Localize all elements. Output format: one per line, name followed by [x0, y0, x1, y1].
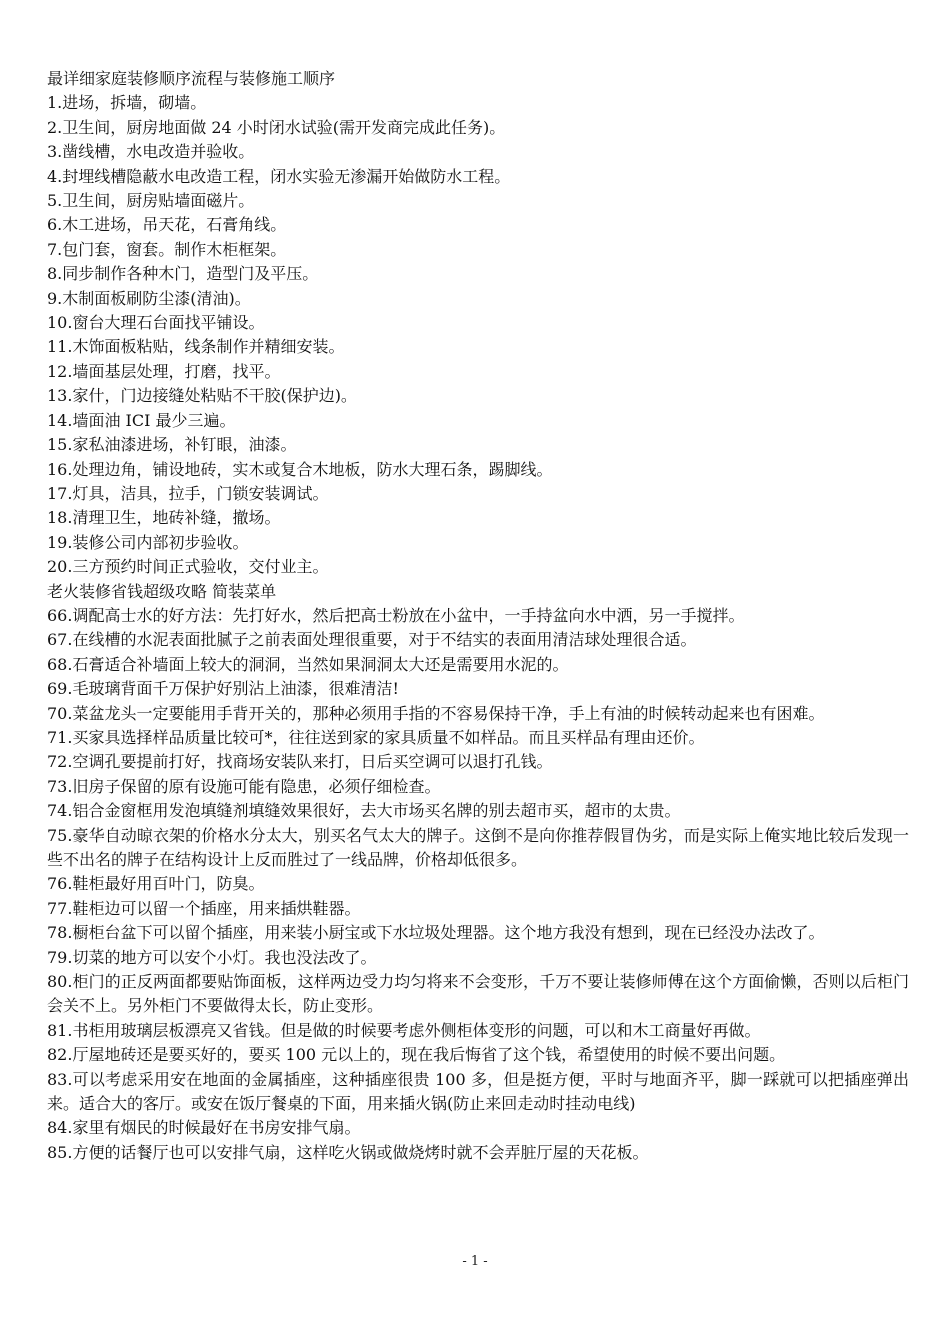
list-item: 9.木制面板刷防尘漆(清油)。: [47, 288, 251, 308]
list-item: 15.家私油漆进场，补钉眼，油漆。: [47, 435, 297, 455]
money-saving-tips-list: [47, 604, 909, 1165]
list-item: 17.灯具，洁具，拉手，门锁安装调试。: [47, 483, 329, 503]
list-item: 2.卫生间，厨房地面做 24 小时闭水试验(需开发商完成此任务)。: [47, 117, 506, 137]
list-item: 12.墙面基层处理，打磨，找平。: [47, 361, 281, 381]
list-item: 8.同步制作各种木门，造型门及平压。: [47, 264, 319, 284]
list-item: 83.可以考虑采用安在地面的金属插座，这种插座很贵 100 多，但是挺方便，平时与地面齐平，脚一踩就可以把插座弹出来。适合大的客厅。或安在饭厅餐桌的下面，用来插火锅(防止来回走动时挂动电线): [47, 1069, 909, 1114]
list-item: 80.柜门的正反两面都要贴饰面板，这样两边受力均匀将来不会变形，千万不要让装修师傅在这个方面偷懒，否则以后柜门会关不上。另外柜门不要做得太长，防止变形。: [47, 972, 909, 1016]
list-item: 5.卫生间，厨房贴墙面磁片。: [47, 191, 255, 211]
list-item: 16.处理边角，铺设地砖，实木或复合木地板，防水大理石条，踢脚线。: [47, 459, 553, 479]
list-item: 66.调配高士水的好方法：先打好水，然后把高士粉放在小盆中，一手持盆向水中洒，另一手搅拌。: [47, 605, 745, 625]
list-item: 73.旧房子保留的原有设施可能有隐患，必须仔细检查。: [47, 776, 441, 796]
list-item: 77.鞋柜边可以留一个插座，用来插烘鞋器。: [47, 898, 361, 918]
list-item: 14.墙面油 ICI 最少三遍。: [47, 410, 236, 430]
list-item: 3.凿线槽，水电改造并验收。: [47, 142, 255, 162]
list-item: 13.家什，门边接缝处粘贴不干胶(保护边)。: [47, 386, 357, 406]
list-item: 20.三方预约时间正式验收，交付业主。: [47, 557, 329, 577]
list-item: 11.木饰面板粘贴，线条制作并精细安装。: [47, 337, 345, 357]
list-item: 74.铝合金窗框用发泡填缝剂填缝效果很好，去大市场买名牌的别去超市买，超市的太贵。: [47, 801, 681, 821]
section-title: 老火装修省钱超级攻略 简装菜单: [47, 581, 277, 601]
list-item: 18.清理卫生，地砖补缝，撤场。: [47, 508, 281, 528]
list-item: 79.切菜的地方可以安个小灯。我也没法改了。: [47, 947, 377, 967]
document-title: 最详细家庭装修顺序流程与装修施工顺序: [47, 69, 336, 88]
list-item: 78.橱柜台盆下可以留个插座，用来装小厨宝或下水垃圾处理器。这个地方我没有想到，现在已经没办法改了。: [47, 923, 825, 943]
list-item: 68.石膏适合补墙面上较大的洞洞，当然如果洞洞太大还是需要用水泥的。: [47, 654, 569, 674]
list-item: 4.封埋线槽隐蔽水电改造工程，闭水实验无渗漏开始做防水工程。: [47, 166, 511, 186]
list-item: 70.菜盆龙头一定要能用手背开关的，那种必须用手指的不容易保持干净，手上有油的时候转动起来也有困难。: [47, 703, 825, 723]
list-item: 7.包门套，窗套。制作木柜框架。: [47, 239, 287, 259]
list-item: 19.装修公司内部初步验收。: [47, 532, 249, 552]
list-item: 1.进场，拆墙，砌墙。: [47, 93, 207, 113]
document-body: [47, 67, 909, 1165]
list-item: 85.方便的话餐厅也可以安排气扇，这样吃火锅或做烧烤时就不会弄脏厅屋的天花板。: [47, 1142, 649, 1162]
list-item: 72.空调孔要提前打好，找商场安装队来打，日后买空调可以退打孔钱。: [47, 752, 553, 772]
list-item: 69.毛玻璃背面千万保护好别沾上油漆，很难清洁!: [47, 679, 399, 699]
renovation-steps-list: [47, 91, 909, 579]
list-item: 76.鞋柜最好用百叶门，防臭。: [47, 874, 265, 894]
list-item: 6.木工进场，吊天花，石膏角线。: [47, 215, 287, 235]
list-item: 75.豪华自动晾衣架的价格水分太大，别买名气太大的牌子。这倒不是向你推荐假冒伪劣，而是实际上俺实地比较后发现一些不出名的牌子在结构设计上反而胜过了一线品牌，价格却低很多。: [47, 825, 909, 869]
list-item: 71.买家具选择样品质量比较可*，往往送到家的家具质量不如样品。而且买样品有理由还价。: [47, 727, 705, 747]
list-item: 82.厅屋地砖还是要买好的，要买 100 元以上的，现在我后悔省了这个钱，希望使用的时候不要出问题。: [47, 1045, 786, 1065]
list-item: 81.书柜用玻璃层板漂亮又省钱。但是做的时候要考虑外侧柜体变形的问题，可以和木工商量好再做。: [47, 1020, 761, 1040]
list-item: 10.窗台大理石台面找平铺设。: [47, 313, 265, 333]
page-number: - 1 -: [462, 1254, 488, 1269]
list-item: 84.家里有烟民的时候最好在书房安排气扇。: [47, 1118, 361, 1138]
list-item: 67.在线槽的水泥表面批腻子之前表面处理很重要，对于不结实的表面用清洁球处理很合适。: [47, 630, 697, 650]
